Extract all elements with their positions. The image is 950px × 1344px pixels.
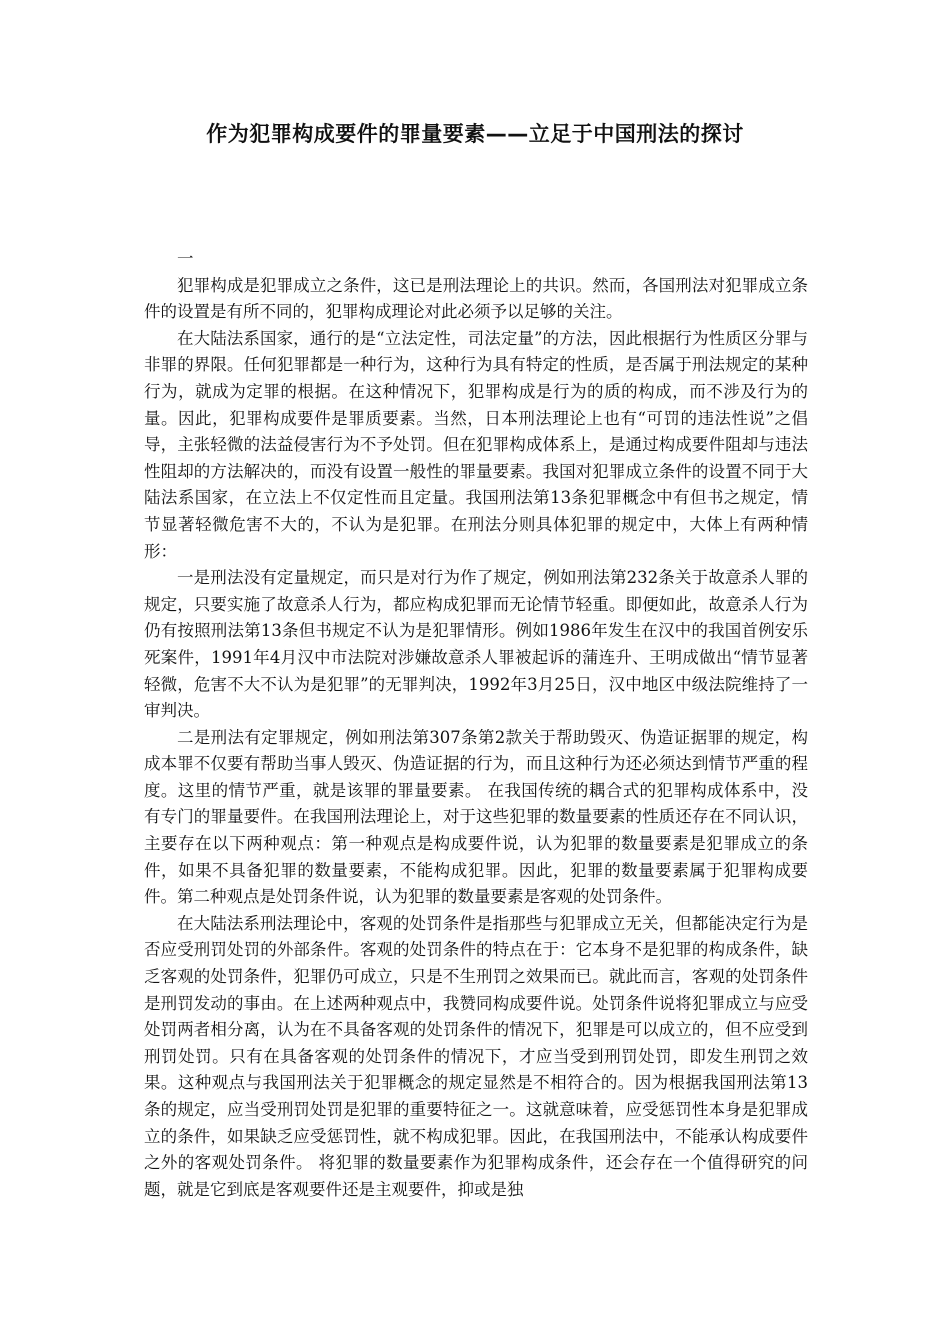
- paragraph-3: 一是刑法没有定量规定，而只是对行为作了规定，例如刑法第232条关于故意杀人罪的规定，只要实施了故意杀人行为，都应构成犯罪而无论情节轻重。即便如此，故意杀人行为仍有按照刑法第13条但书规定不认为是犯罪情形。例如1986年发生在汉中的我国首例安乐死案件，1991年4月汉中市法院对涉嫌故意杀人罪被起诉的蒲连升、王明成做出“情节显著轻微，危害不大不认为是犯罪”的无罪判决，1992年3月25日，汉中地区中级法院维持了一审判决。: [144, 568, 808, 721]
- document-title: 作为犯罪构成要件的罪量要素——立足于中国刑法的探讨: [206, 122, 744, 146]
- paragraph-4: 二是刑法有定罪规定，例如刑法第307条第2款关于帮助毁灭、伪造证据罪的规定，构成本罪不仅要有帮助当事人毁灭、伪造证据的行为，而且这种行为还必须达到情节严重的程度。这里的情节严重，就是该罪的罪量要素。 在我国传统的耦合式的犯罪构成体系中，没有专门的罪量要件。在我国刑法理论上，对于这些犯罪的数量要素的性质还存在不同认识，主要存在以下两种观点：第一种观点是构成要件说，认为犯罪的数量要素是犯罪成立的条件，如果不具备犯罪的数量要素，不能构成犯罪。因此，犯罪的数量要素属于犯罪构成要件。第二种观点是处罚条件说，认为犯罪的数量要素是客观的处罚条件。: [144, 727, 808, 907]
- document-body: [144, 246, 808, 1203]
- paragraph-5: 在大陆法系刑法理论中，客观的处罚条件是指那些与犯罪成立无关，但都能决定行为是否应受刑罚处罚的外部条件。客观的处罚条件的特点在于：它本身不是犯罪的构成条件，缺乏客观的处罚条件，犯罪仍可成立，只是不生刑罚之效果而已。就此而言，客观的处罚条件是刑罚发动的事由。在上述两种观点中，我赞同构成要件说。处罚条件说将犯罪成立与应受处罚两者相分离，认为在不具备客观的处罚条件的情况下，犯罪是可以成立的，但不应受到刑罚处罚。只有在具备客观的处罚条件的情况下，才应当受到刑罚处罚，即发生刑罚之效果。这种观点与我国刑法关于犯罪概念的规定显然是不相符合的。因为根据我国刑法第13条的规定，应当受刑罚处罚是犯罪的重要特征之一。这就意味着，应受惩罚性本身是犯罪成立的条件，如果缺乏应受惩罚性，就不构成犯罪。因此，在我国刑法中，不能承认构成要件之外的客观处罚条件。 将犯罪的数量要素作为犯罪构成条件，还会存在一个值得研究的问题，就是它到底是客观要件还是主观要件，抑或是独: [144, 913, 808, 1199]
- paragraph-1: 犯罪构成是犯罪成立之条件，这已是刑法理论上的共识。然而，各国刑法对犯罪成立条件的设置是有所不同的，犯罪构成理论对此必须予以足够的关注。: [144, 275, 808, 322]
- paragraph-2: 在大陆法系国家，通行的是“立法定性，司法定量”的方法，因此根据行为性质区分罪与非罪的界限。任何犯罪都是一种行为，这种行为具有特定的性质，是否属于刑法规定的某种行为，就成为定罪的根据。在这种情况下，犯罪构成是行为的质的构成，而不涉及行为的量。因此，犯罪构成要件是罪质要素。当然，日本刑法理论上也有“可罚的违法性说”之倡导，主张轻微的法益侵害行为不予处罚。但在犯罪构成体系上，是通过构成要件阻却与违法性阻却的方法解决的，而没有设置一般性的罪量要素。我国对犯罪成立条件的设置不同于大陆法系国家，在立法上不仅定性而且定量。我国刑法第13条犯罪概念中有但书之规定，情节显著轻微危害不大的，不认为是犯罪。在刑法分则具体犯罪的规定中，大体上有两种情形：: [144, 328, 808, 561]
- section-number: 一: [177, 249, 194, 268]
